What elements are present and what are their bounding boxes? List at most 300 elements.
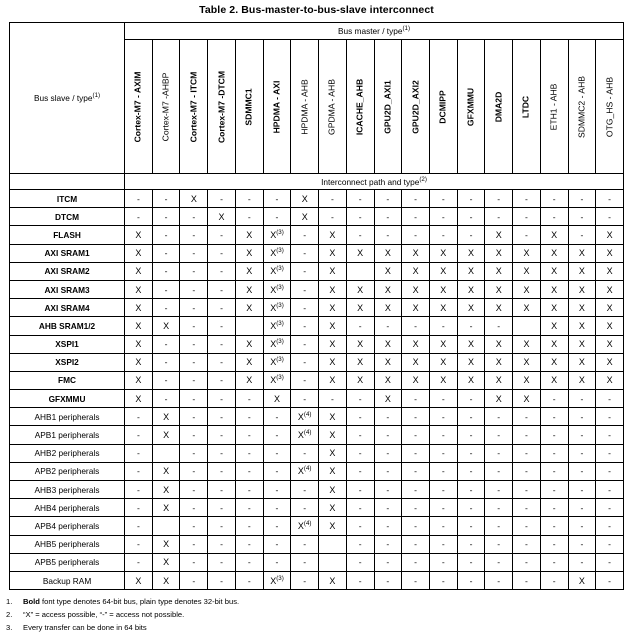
access-cell: X	[485, 244, 513, 262]
access-cell: -	[263, 190, 291, 208]
access-cell: X	[235, 226, 263, 244]
access-cell: -	[513, 444, 541, 462]
access-cell: -	[402, 462, 430, 480]
access-cell: -	[152, 371, 180, 389]
access-cell: X	[235, 244, 263, 262]
access-cell: X	[291, 208, 319, 226]
bus-slave-row-label: AHB1 peripherals	[10, 408, 125, 426]
access-cell: X	[319, 444, 347, 462]
access-cell: X	[235, 280, 263, 298]
access-cell: -	[125, 444, 153, 462]
access-cell: -	[568, 426, 596, 444]
access-cell: -	[402, 517, 430, 535]
access-cell: -	[513, 481, 541, 499]
access-cell: -	[263, 499, 291, 517]
master-column-header	[152, 40, 180, 174]
access-cell: -	[152, 208, 180, 226]
footnote-item	[6, 622, 633, 634]
access-cell: X	[319, 462, 347, 480]
bus-slave-row-label: AXI SRAM4	[10, 299, 125, 317]
master-column-header	[208, 40, 236, 174]
access-cell: -	[429, 190, 457, 208]
access-cell: -	[125, 208, 153, 226]
access-cell: X	[596, 262, 624, 280]
access-cell: -	[374, 481, 402, 499]
access-cell: -	[513, 553, 541, 571]
access-cell: -	[208, 553, 236, 571]
access-cell: X	[429, 371, 457, 389]
access-cell: -	[513, 571, 541, 589]
table-row	[10, 262, 624, 280]
access-cell: -	[457, 226, 485, 244]
access-cell: -	[513, 190, 541, 208]
access-cell: -	[125, 499, 153, 517]
interconnect-label: Interconnect path and type	[321, 176, 420, 187]
access-cell: X	[319, 244, 347, 262]
access-cell: -	[540, 390, 568, 408]
access-cell: -	[235, 462, 263, 480]
access-cell: -	[346, 390, 374, 408]
table-row	[10, 226, 624, 244]
access-cell: -	[180, 262, 208, 280]
bus-slave-row-label: GFXMMU	[10, 390, 125, 408]
access-cell: X	[319, 517, 347, 535]
footnote-text: “X” = access possible, “-” = access not possible.	[23, 609, 185, 619]
table-row	[10, 426, 624, 444]
access-cell: X	[319, 317, 347, 335]
access-cell: X	[125, 390, 153, 408]
access-cell: -	[485, 190, 513, 208]
access-cell: -	[263, 408, 291, 426]
access-cell: -	[208, 317, 236, 335]
master-column-label: HPDMA - AXI	[271, 80, 282, 133]
access-cell: -	[513, 462, 541, 480]
master-column-label: SDMMC1	[243, 87, 254, 126]
master-column-header	[374, 40, 402, 174]
access-cell: -	[429, 408, 457, 426]
interconnect-path-header	[125, 174, 624, 190]
access-cell: -	[208, 299, 236, 317]
access-cell: X	[291, 190, 319, 208]
access-cell: X	[180, 190, 208, 208]
access-cell: X	[319, 299, 347, 317]
access-cell: X	[429, 244, 457, 262]
master-column-label: LTDC	[521, 95, 532, 118]
access-cell: X	[513, 371, 541, 389]
access-cell: -	[263, 553, 291, 571]
access-cell: -	[319, 390, 347, 408]
access-cell: X	[596, 371, 624, 389]
access-cell: -	[235, 553, 263, 571]
master-column-header	[457, 40, 485, 174]
access-cell: -	[208, 371, 236, 389]
table-row	[10, 371, 624, 389]
master-column-header	[540, 40, 568, 174]
table-row	[10, 335, 624, 353]
access-cell: -	[457, 390, 485, 408]
access-cell: -	[235, 426, 263, 444]
access-cell: X	[568, 335, 596, 353]
bus-slave-label: Bus slave / type	[33, 93, 93, 103]
access-cell: X	[457, 353, 485, 371]
access-cell: -	[429, 317, 457, 335]
access-cell	[319, 535, 347, 553]
access-cell: -	[457, 499, 485, 517]
access-cell: -	[374, 208, 402, 226]
access-cell: X	[125, 371, 153, 389]
access-cell: -	[152, 353, 180, 371]
access-cell: -	[152, 335, 180, 353]
access-cell: -	[540, 408, 568, 426]
access-cell: -	[125, 535, 153, 553]
access-cell: X	[346, 280, 374, 298]
access-cell: X	[568, 262, 596, 280]
access-cell: -	[346, 226, 374, 244]
access-cell: -	[235, 208, 263, 226]
access-cell: X	[319, 571, 347, 589]
footnote-text	[23, 596, 633, 608]
bus-slave-row-label: Backup RAM	[10, 571, 125, 589]
access-cell: X	[540, 317, 568, 335]
master-column-header	[596, 40, 624, 174]
access-cell: -	[540, 553, 568, 571]
access-cell: X	[319, 226, 347, 244]
access-cell: -	[263, 517, 291, 535]
bus-master-group-header	[125, 23, 624, 40]
access-cell: X	[568, 353, 596, 371]
access-cell: -	[402, 444, 430, 462]
access-cell: -	[540, 190, 568, 208]
bus-slave-row-label: FMC	[10, 371, 125, 389]
access-cell: -	[208, 517, 236, 535]
access-cell: -	[208, 190, 236, 208]
access-cell: X	[429, 299, 457, 317]
access-cell: X	[568, 571, 596, 589]
master-column-header	[291, 40, 319, 174]
access-cell: -	[457, 517, 485, 535]
access-cell: -	[291, 226, 319, 244]
access-cell: $X^{(3)}$	[263, 371, 291, 389]
access-cell: -	[152, 299, 180, 317]
bus-slave-row-label: AHB2 peripherals	[10, 444, 125, 462]
access-cell: -	[235, 499, 263, 517]
access-cell: -	[291, 299, 319, 317]
access-cell: X	[374, 390, 402, 408]
access-cell: X	[374, 353, 402, 371]
access-cell: -	[429, 571, 457, 589]
access-cell: $X^{(3)}$	[263, 262, 291, 280]
access-cell: -	[208, 535, 236, 553]
access-cell: X	[513, 390, 541, 408]
access-cell: -	[374, 408, 402, 426]
access-cell: -	[208, 481, 236, 499]
access-cell: -	[457, 190, 485, 208]
access-cell: -	[402, 208, 430, 226]
access-cell: -	[402, 408, 430, 426]
access-cell: -	[208, 408, 236, 426]
bus-slave-row-label: AHB3 peripherals	[10, 481, 125, 499]
access-cell: -	[208, 444, 236, 462]
access-cell: $X^{(3)}$	[263, 226, 291, 244]
table-row	[10, 462, 624, 480]
bus-slave-footnote-ref: (1)	[92, 92, 101, 100]
table-row	[10, 280, 624, 298]
bus-slave-header-cell	[10, 23, 125, 174]
access-cell: -	[596, 208, 624, 226]
access-cell: X	[485, 299, 513, 317]
access-cell: X	[235, 299, 263, 317]
master-column-header	[125, 40, 153, 174]
access-cell: X	[568, 280, 596, 298]
access-cell: -	[208, 426, 236, 444]
access-cell: -	[346, 553, 374, 571]
master-column-label: OTG_HS - AHB	[604, 76, 615, 137]
access-cell: -	[235, 190, 263, 208]
table-row	[10, 190, 624, 208]
access-cell: -	[568, 408, 596, 426]
access-cell: -	[346, 517, 374, 535]
access-cell: X	[319, 371, 347, 389]
access-cell: X	[485, 371, 513, 389]
master-column-header	[429, 40, 457, 174]
interconnect-row	[10, 174, 624, 190]
access-cell	[513, 317, 541, 335]
access-cell: X	[374, 299, 402, 317]
access-cell: -	[180, 208, 208, 226]
access-cell: -	[402, 535, 430, 553]
access-cell: X	[235, 262, 263, 280]
access-cell: -	[596, 553, 624, 571]
access-cell: X	[513, 353, 541, 371]
access-cell: -	[402, 226, 430, 244]
access-cell: X	[485, 335, 513, 353]
access-cell: -	[429, 499, 457, 517]
footnote-item	[6, 596, 633, 608]
access-cell: X	[457, 262, 485, 280]
access-cell: $X^{(3)}$	[263, 571, 291, 589]
access-cell: -	[180, 317, 208, 335]
access-cell: X	[596, 317, 624, 335]
access-cell: -	[374, 517, 402, 535]
access-cell: -	[485, 444, 513, 462]
access-cell: X	[125, 262, 153, 280]
access-cell: X	[540, 299, 568, 317]
access-cell: -	[235, 390, 263, 408]
access-cell: -	[235, 535, 263, 553]
access-cell: -	[346, 426, 374, 444]
access-cell: -	[235, 571, 263, 589]
access-cell: X	[513, 244, 541, 262]
bus-slave-row-label: XSPI1	[10, 335, 125, 353]
bus-slave-row-label: AHB5 peripherals	[10, 535, 125, 553]
access-cell: $X^{(3)}$	[263, 280, 291, 298]
footnote-number: 3.	[6, 622, 13, 632]
access-cell: $X^{(4)}$	[291, 408, 319, 426]
access-cell: -	[291, 390, 319, 408]
access-cell: -	[568, 208, 596, 226]
access-cell: -	[429, 462, 457, 480]
master-column-label: Cortex-M7 - ITCM	[188, 71, 199, 142]
master-column-label: Cortex-M7 - AXIM	[133, 71, 144, 142]
access-cell: -	[180, 535, 208, 553]
access-cell: X	[152, 317, 180, 335]
access-cell	[152, 444, 180, 462]
access-cell: -	[513, 408, 541, 426]
access-cell: X	[402, 371, 430, 389]
access-cell: -	[485, 571, 513, 589]
access-cell: -	[235, 517, 263, 535]
master-column-label: GPDMA - AHB	[327, 78, 338, 135]
master-column-header	[513, 40, 541, 174]
access-cell: -	[208, 244, 236, 262]
access-cell: X	[374, 262, 402, 280]
access-cell: -	[596, 408, 624, 426]
access-cell: -	[180, 444, 208, 462]
table-row	[10, 244, 624, 262]
access-cell: -	[125, 426, 153, 444]
access-cell: -	[596, 444, 624, 462]
access-cell: $X^{(4)}$	[291, 462, 319, 480]
access-cell: -	[319, 208, 347, 226]
bus-slave-row-label: ITCM	[10, 190, 125, 208]
table-row	[10, 535, 624, 553]
access-cell: -	[513, 517, 541, 535]
access-cell: -	[402, 426, 430, 444]
access-cell: X	[485, 280, 513, 298]
access-cell	[319, 553, 347, 571]
table-row	[10, 499, 624, 517]
access-cell: -	[485, 408, 513, 426]
access-cell: -	[125, 481, 153, 499]
access-cell: -	[568, 553, 596, 571]
access-cell: -	[263, 535, 291, 553]
access-cell: -	[540, 481, 568, 499]
access-cell: -	[596, 481, 624, 499]
access-cell: -	[485, 481, 513, 499]
access-cell: -	[263, 444, 291, 462]
access-cell: -	[513, 499, 541, 517]
access-cell: -	[180, 499, 208, 517]
access-cell: -	[125, 408, 153, 426]
access-cell: -	[429, 553, 457, 571]
access-cell: -	[513, 426, 541, 444]
access-cell: -	[596, 517, 624, 535]
access-cell: -	[429, 517, 457, 535]
access-cell: -	[374, 462, 402, 480]
access-cell: -	[346, 499, 374, 517]
table-row	[10, 408, 624, 426]
master-column-header	[319, 40, 347, 174]
access-cell: X	[319, 408, 347, 426]
master-column-header	[485, 40, 513, 174]
access-cell: -	[513, 535, 541, 553]
access-cell: X	[152, 571, 180, 589]
access-cell: -	[485, 317, 513, 335]
access-cell: X	[374, 244, 402, 262]
access-cell: -	[429, 444, 457, 462]
access-cell: -	[291, 481, 319, 499]
access-cell: X	[568, 244, 596, 262]
access-cell: X	[346, 299, 374, 317]
access-cell: -	[402, 553, 430, 571]
master-column-label: Cortex-M7 -AHBP	[160, 72, 171, 141]
table-row	[10, 390, 624, 408]
access-cell: -	[152, 262, 180, 280]
access-cell: -	[180, 390, 208, 408]
access-cell: X	[596, 299, 624, 317]
access-cell: -	[180, 408, 208, 426]
bus-slave-row-label: AHB SRAM1/2	[10, 317, 125, 335]
access-cell: -	[180, 335, 208, 353]
access-cell: -	[568, 462, 596, 480]
access-cell: X	[596, 244, 624, 262]
access-cell: -	[596, 190, 624, 208]
access-cell: -	[568, 190, 596, 208]
access-cell: X	[540, 226, 568, 244]
access-cell: X	[540, 262, 568, 280]
interconnect-spacer-cell	[10, 174, 125, 190]
access-cell: -	[485, 553, 513, 571]
access-cell: -	[346, 535, 374, 553]
access-cell: -	[291, 571, 319, 589]
access-cell: -	[346, 481, 374, 499]
access-cell: X	[235, 335, 263, 353]
access-cell: -	[346, 462, 374, 480]
access-cell: -	[180, 280, 208, 298]
access-cell: X	[540, 244, 568, 262]
access-cell: X	[402, 353, 430, 371]
access-cell: -	[291, 280, 319, 298]
access-cell: X	[513, 262, 541, 280]
master-column-header	[402, 40, 430, 174]
access-cell: -	[208, 262, 236, 280]
access-cell: X	[125, 280, 153, 298]
access-cell: -	[568, 535, 596, 553]
access-cell: X	[429, 280, 457, 298]
access-cell: -	[457, 535, 485, 553]
access-cell: -	[402, 317, 430, 335]
access-cell: -	[540, 462, 568, 480]
access-cell: X	[596, 353, 624, 371]
access-cell: X	[540, 371, 568, 389]
access-cell: -	[374, 426, 402, 444]
access-cell: $X^{(3)}$	[263, 335, 291, 353]
master-column-label: ICACHE_AHB	[354, 78, 365, 135]
access-cell: X	[346, 371, 374, 389]
access-cell: -	[457, 444, 485, 462]
access-cell: X	[125, 353, 153, 371]
access-cell: X	[596, 226, 624, 244]
access-cell: -	[596, 426, 624, 444]
access-cell: -	[568, 481, 596, 499]
access-cell: -	[402, 190, 430, 208]
access-cell: -	[346, 408, 374, 426]
access-cell	[152, 517, 180, 535]
access-cell: X	[125, 226, 153, 244]
access-cell: -	[429, 426, 457, 444]
access-cell: -	[291, 317, 319, 335]
access-cell: -	[540, 571, 568, 589]
access-cell: $X^{(3)}$	[263, 353, 291, 371]
access-cell: -	[346, 208, 374, 226]
access-cell: -	[402, 481, 430, 499]
access-cell: -	[235, 444, 263, 462]
master-column-header	[568, 40, 596, 174]
footnote-text: Every transfer can be done in 64 bits	[23, 622, 147, 632]
master-column-label: GPU2D_AXI1	[382, 79, 393, 134]
bus-slave-row-label: XSPI2	[10, 353, 125, 371]
bus-master-footnote-ref: (1)	[402, 25, 411, 33]
